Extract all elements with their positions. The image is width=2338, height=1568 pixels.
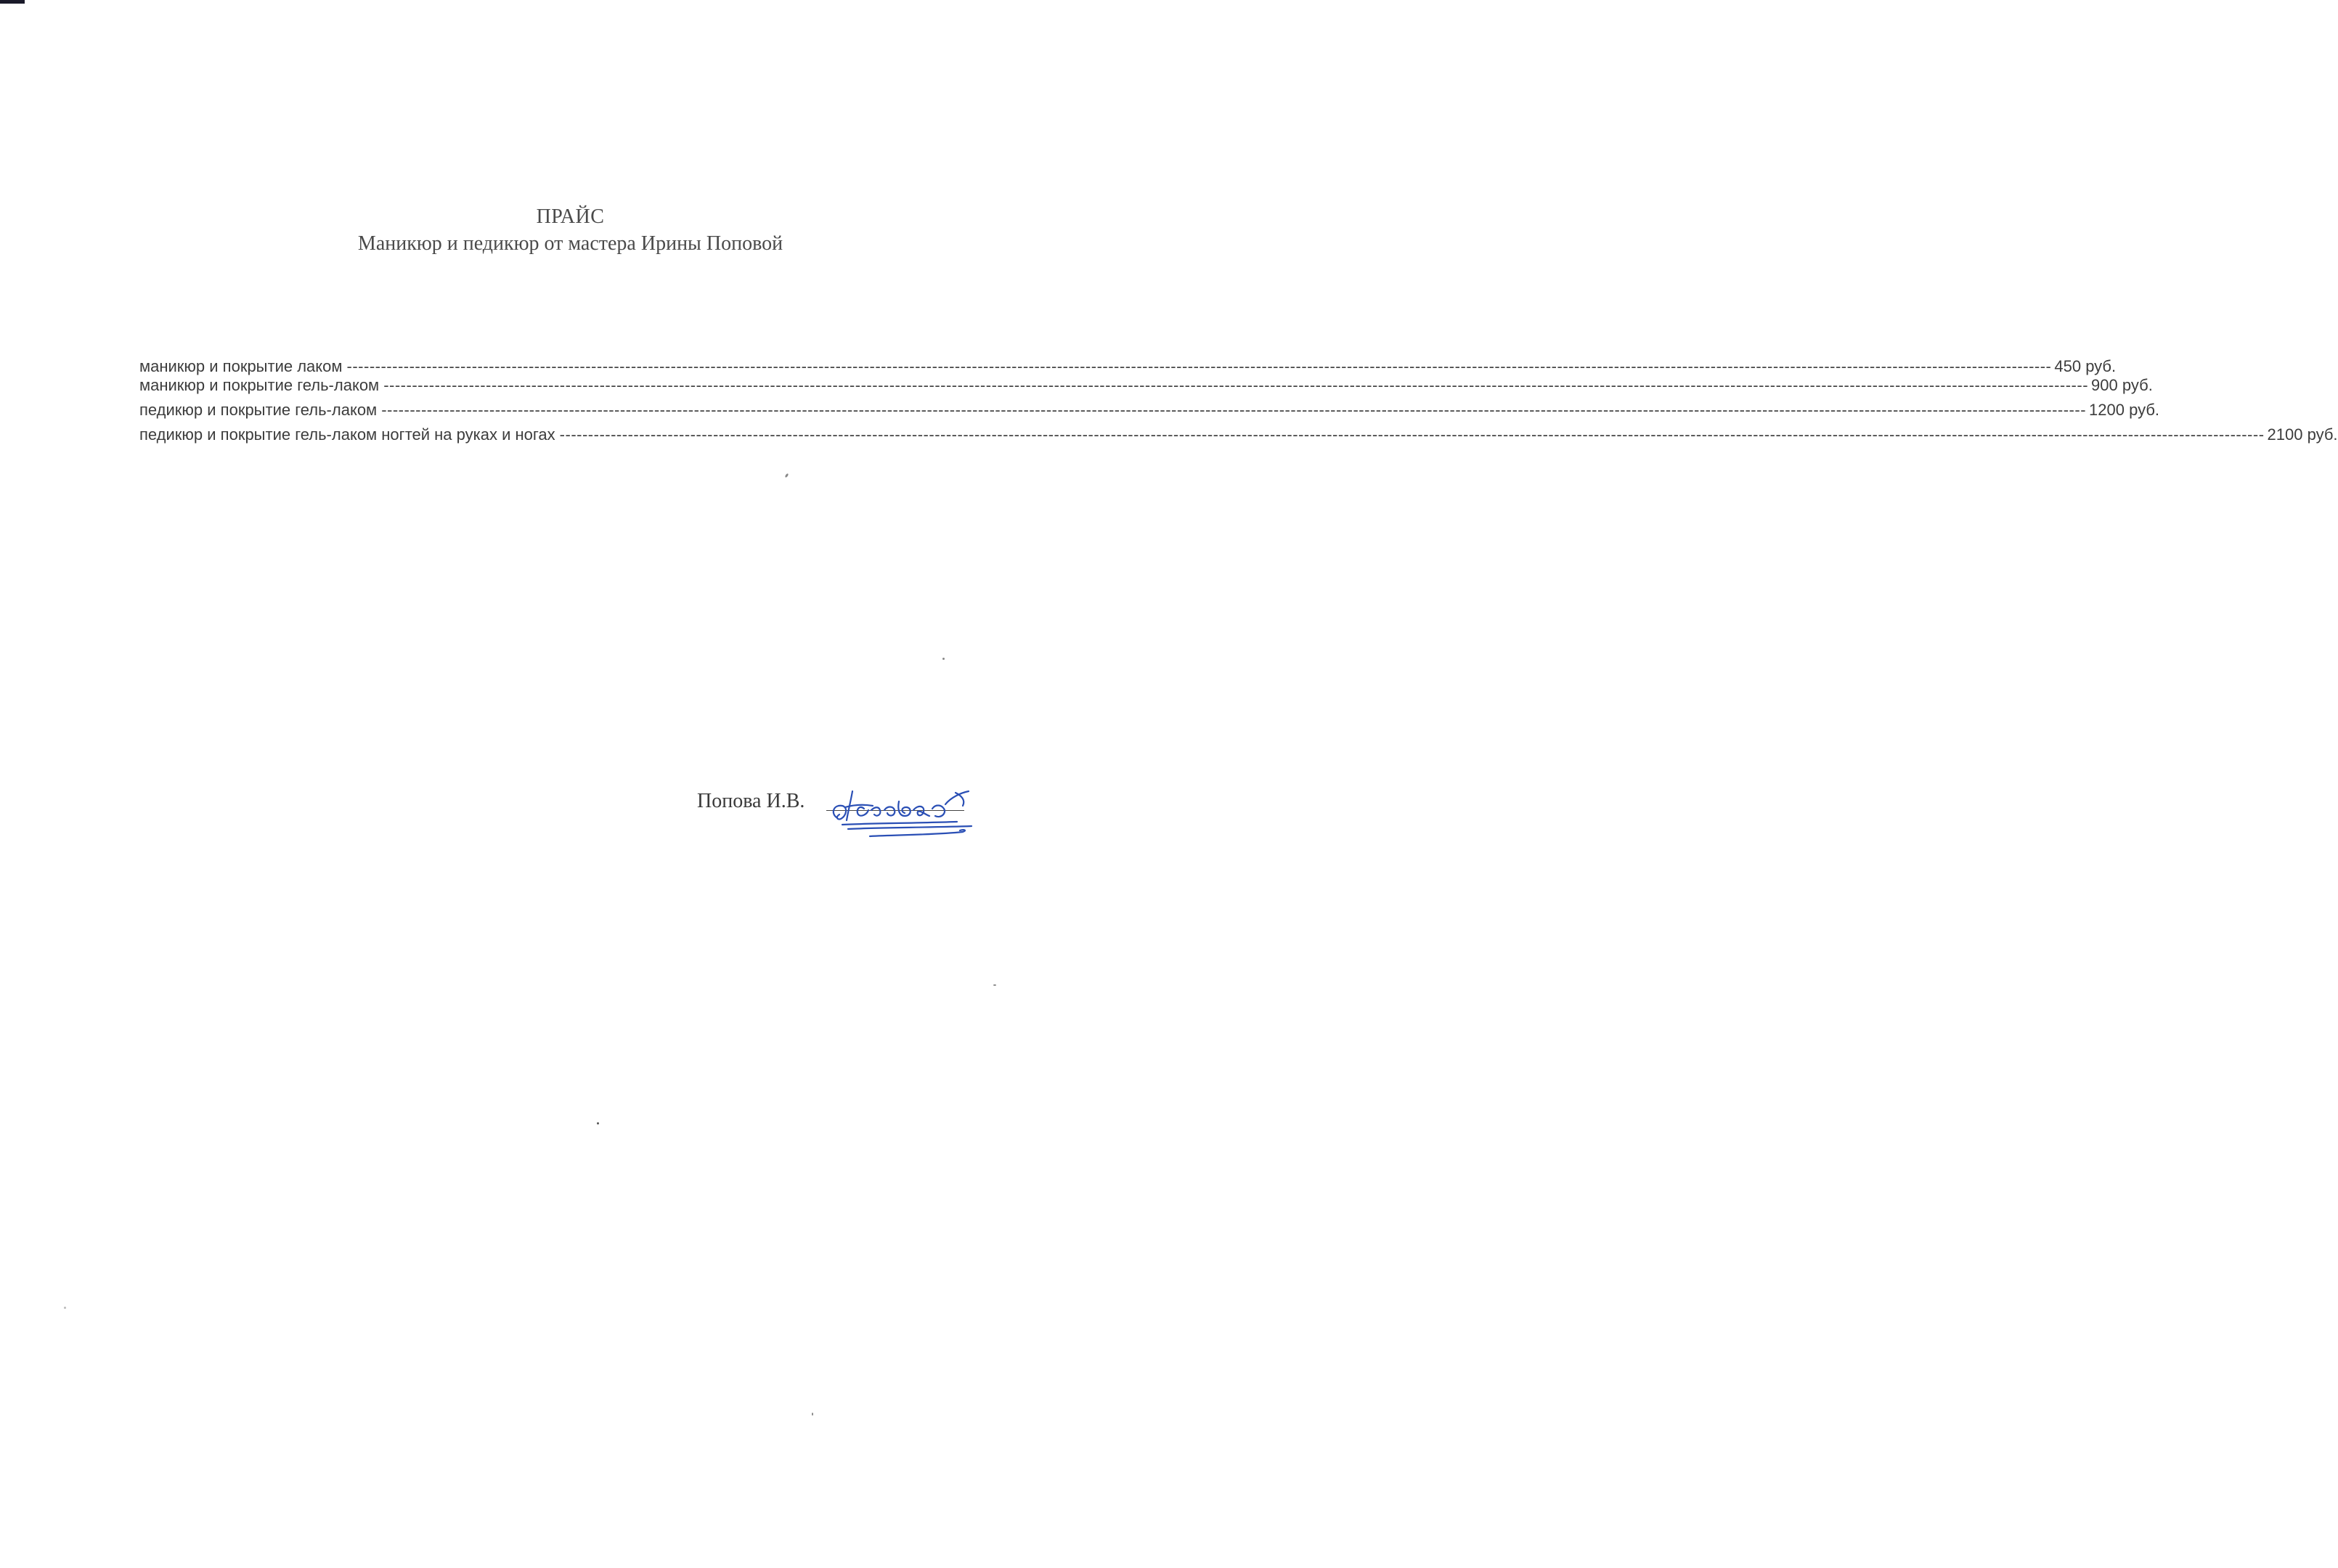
scan-speck xyxy=(785,473,789,478)
leader-dashes: ------------------------------------------------------------------------------------------------------------------------------------------------------------------------------------------------------------------------------------------------------------------------------------------------------------ xyxy=(346,357,2052,375)
scan-speck xyxy=(64,1307,66,1309)
leader-dashes: ------------------------------------------------------------------------------------------------------------------------------------------------------------------------------------------------------------------------------------------------------------------------------------------------------------ xyxy=(383,376,2089,394)
scan-speck xyxy=(597,1122,599,1124)
price-row xyxy=(139,425,2338,450)
document-subtitle: Маникюр и педикюр от мастера Ирины Поповой xyxy=(357,232,783,255)
service-name: педикюр и покрытие гель-лаком ногтей на руках и ногах xyxy=(139,425,555,444)
service-price: 450 руб. xyxy=(2054,357,2117,375)
signer-name: Попова И.В. xyxy=(697,790,805,812)
service-name: педикюр и покрытие гель-лаком xyxy=(139,401,378,419)
price-list xyxy=(139,357,2338,450)
price-row xyxy=(139,376,2153,401)
service-price: 1200 руб. xyxy=(2089,401,2160,419)
leader-dashes: ------------------------------------------------------------------------------------------------------------------------------------------------------------------------------------------------------------------------------------------------------------------------------------------------------------ xyxy=(559,425,2265,444)
signature-block xyxy=(697,775,1046,855)
scan-edge-mark xyxy=(0,0,25,4)
service-price: 900 руб. xyxy=(2091,376,2153,394)
document-header xyxy=(0,205,1141,258)
scan-speck xyxy=(993,984,996,986)
service-price: 2100 руб. xyxy=(2267,425,2338,444)
leader-dashes: ------------------------------------------------------------------------------------------------------------------------------------------------------------------------------------------------------------------------------------------------------------------------------------------------------------ xyxy=(381,401,2087,419)
scan-speck xyxy=(812,1413,813,1416)
price-row xyxy=(139,401,2160,425)
handwritten-signature xyxy=(826,775,1022,855)
scan-speck xyxy=(942,658,945,660)
document-title: ПРАЙС xyxy=(536,205,605,228)
service-name: маникюр и покрытие лаком xyxy=(139,357,343,375)
service-name: маникюр и покрытие гель-лаком xyxy=(139,376,380,394)
